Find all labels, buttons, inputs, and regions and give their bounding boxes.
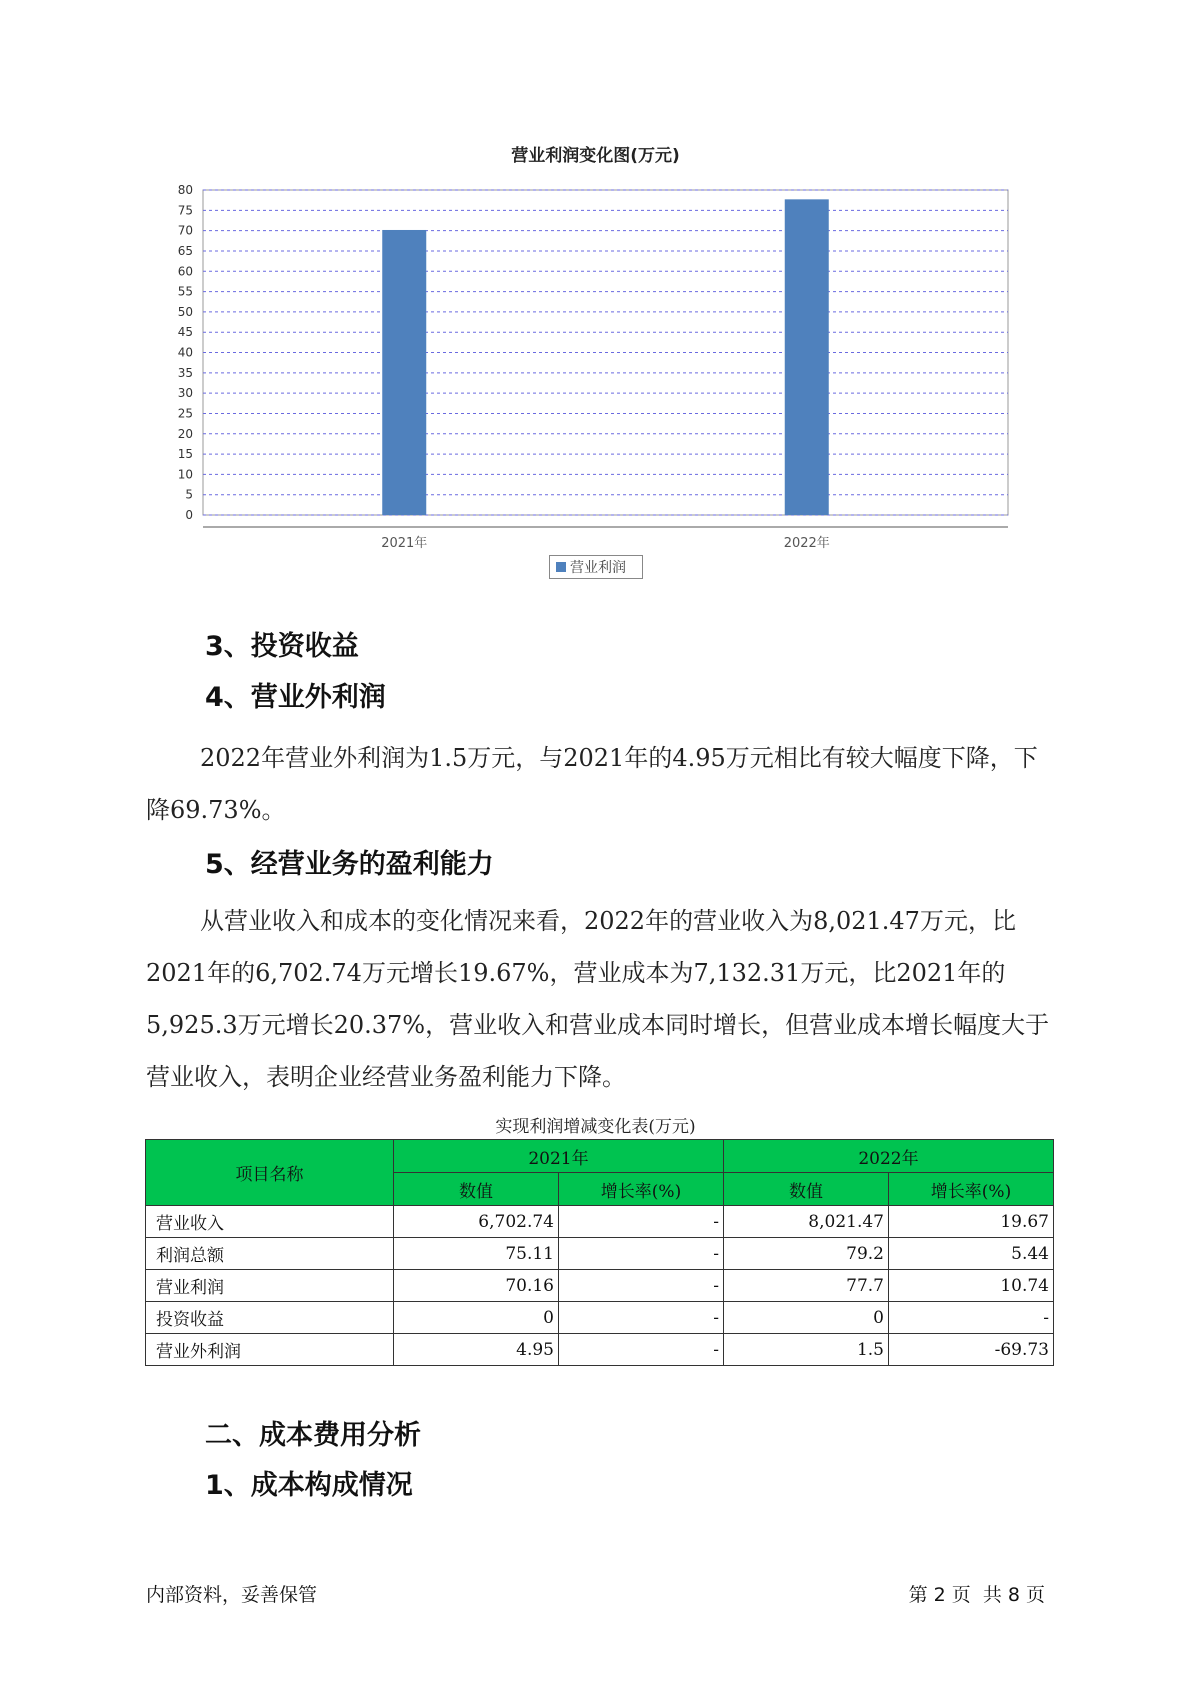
- cell-value-2022: 8,021.47: [724, 1206, 889, 1238]
- cell-value-2022: 77.7: [724, 1270, 889, 1302]
- x-tick-label: 2022年: [783, 536, 830, 551]
- cell-rate-2022: 19.67: [889, 1206, 1054, 1238]
- y-tick-label: 45: [177, 325, 193, 340]
- cell-rate-2021: -: [559, 1270, 724, 1302]
- cell-rate-2021: -: [559, 1206, 724, 1238]
- y-tick-label: 20: [177, 426, 193, 441]
- footer-page-number: 第 2 页 共 8 页: [908, 1584, 1045, 1606]
- table-title: 实现利润增减变化表(万元): [495, 1117, 696, 1137]
- heading-investment-income: 3、投资收益: [205, 631, 359, 662]
- chart-title: 营业利润变化图(万元): [511, 146, 680, 166]
- y-tick-label: 75: [177, 203, 193, 218]
- subheader-value-2022: 数值: [724, 1173, 889, 1206]
- cell-rate-2022: -69.73: [889, 1334, 1054, 1366]
- y-tick-label: 5: [185, 487, 193, 502]
- table-row: [146, 1206, 1054, 1238]
- y-tick-label: 25: [177, 406, 193, 421]
- y-tick-label: 15: [177, 447, 193, 462]
- header-year-2021: 2021年: [394, 1140, 724, 1173]
- paragraph-non-operating-profit: 2022年营业外利润为1.5万元，与2021年的4.95万元相比有较大幅度下降，下降69.73%。: [146, 744, 1038, 824]
- table-row: [146, 1238, 1054, 1270]
- paragraph-profitability: 从营业收入和成本的变化情况来看，2022年的营业收入为8,021.47万元，比2021年的6,702.74万元增长19.67%，营业成本为7,132.31万元，比2021年的5,925.3万元增长20.37%，营业收入和营业成本同时增长，但营业成本增长幅度大于营业收入，表明企业经营业务盈利能力下降。: [146, 907, 1050, 1091]
- profit-change-table: [145, 1139, 1054, 1366]
- y-tick-label: 0: [185, 508, 193, 522]
- y-tick-label: 80: [177, 183, 193, 197]
- subheader-value-2021: 数值: [394, 1173, 559, 1206]
- cell-value-2021: 75.11: [394, 1238, 559, 1270]
- cell-rate-2021: -: [559, 1334, 724, 1366]
- table-row: [146, 1302, 1054, 1334]
- row-label: 营业外利润: [146, 1334, 394, 1366]
- table-row: [146, 1270, 1054, 1302]
- cell-value-2021: 70.16: [394, 1270, 559, 1302]
- row-label: 利润总额: [146, 1238, 394, 1270]
- cell-rate-2021: -: [559, 1302, 724, 1334]
- header-item-name: 项目名称: [146, 1140, 394, 1206]
- cell-rate-2022: 5.44: [889, 1238, 1054, 1270]
- cell-rate-2022: -: [889, 1302, 1054, 1334]
- table-row: [146, 1334, 1054, 1366]
- y-tick-label: 70: [177, 223, 193, 238]
- table-header-row: [146, 1140, 1054, 1173]
- y-tick-label: 30: [177, 386, 193, 401]
- row-label: 营业收入: [146, 1206, 394, 1238]
- legend-label: 营业利润: [570, 560, 626, 576]
- y-tick-label: 35: [177, 365, 193, 380]
- y-tick-label: 10: [177, 467, 193, 482]
- cell-value-2021: 0: [394, 1302, 559, 1334]
- y-tick-label: 50: [177, 304, 193, 319]
- bar: [382, 230, 426, 515]
- cell-value-2022: 79.2: [724, 1238, 889, 1270]
- row-label: 营业利润: [146, 1270, 394, 1302]
- subheader-rate-2022: 增长率(%): [889, 1173, 1054, 1206]
- y-tick-label: 65: [177, 243, 193, 258]
- heading-cost-analysis: 二、成本费用分析: [205, 1420, 421, 1451]
- cell-value-2022: 1.5: [724, 1334, 889, 1366]
- y-tick-label: 40: [177, 345, 193, 360]
- cell-value-2021: 4.95: [394, 1334, 559, 1366]
- header-year-2022: 2022年: [724, 1140, 1054, 1173]
- heading-cost-composition: 1、成本构成情况: [205, 1470, 413, 1501]
- row-label: 投资收益: [146, 1302, 394, 1334]
- y-tick-label: 60: [177, 264, 193, 279]
- subheader-rate-2021: 增长率(%): [559, 1173, 724, 1206]
- cell-value-2022: 0: [724, 1302, 889, 1334]
- chart-legend: [549, 555, 643, 579]
- y-tick-label: 55: [177, 284, 193, 299]
- bar: [785, 199, 829, 515]
- cell-rate-2022: 10.74: [889, 1270, 1054, 1302]
- heading-profitability: 5、经营业务的盈利能力: [205, 849, 494, 880]
- x-tick-label: 2021年: [381, 536, 428, 551]
- bar-chart: [0, 0, 1191, 560]
- cell-rate-2021: -: [559, 1238, 724, 1270]
- cell-value-2021: 6,702.74: [394, 1206, 559, 1238]
- legend-swatch: [556, 562, 566, 572]
- footer-confidential-note: 内部资料，妥善保管: [146, 1584, 318, 1606]
- heading-non-operating-profit: 4、营业外利润: [205, 682, 386, 713]
